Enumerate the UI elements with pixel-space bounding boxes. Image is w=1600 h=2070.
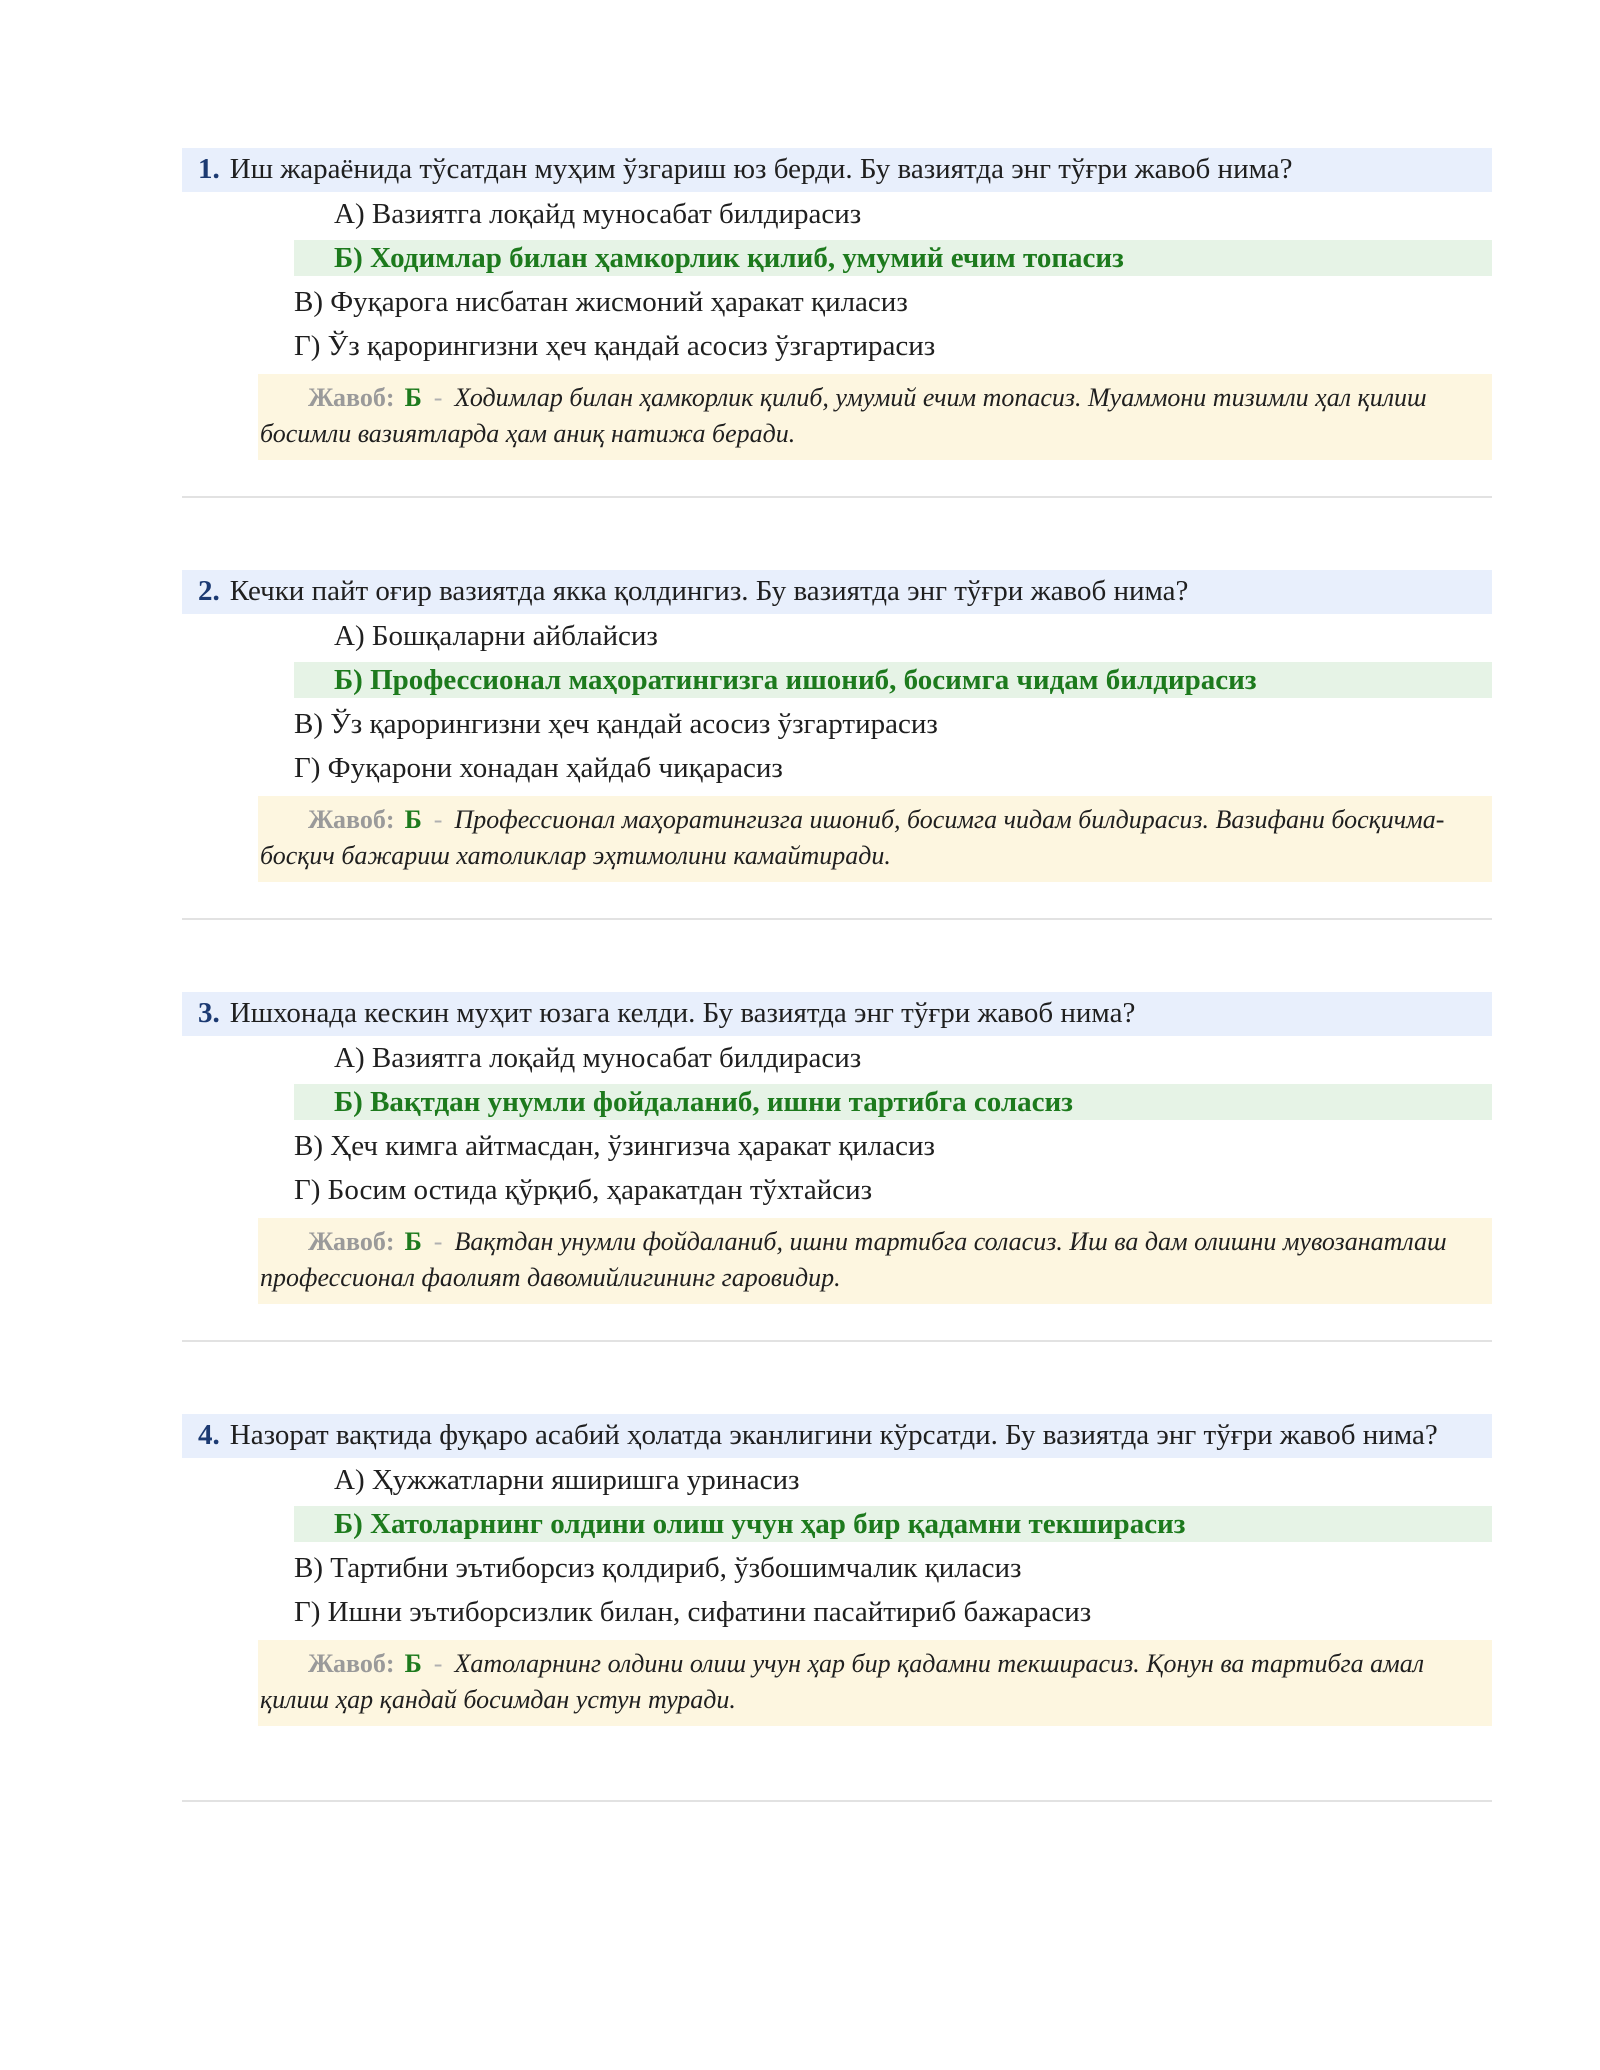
- answer-letter: Б: [404, 1649, 422, 1678]
- answer-label: Жавоб:: [308, 1227, 395, 1256]
- answer-text: Вақтдан унумли фойдаланиб, ишни тартибга соласиз. Иш ва дам олишни мувозанатлаш профессионал фаолият давомийлигининг гаровидир.: [260, 1227, 1447, 1292]
- question-block-3: [182, 992, 1492, 1414]
- option-v: В) Фуқарога нисбатан жисмоний ҳаракат қиласиз: [294, 286, 908, 318]
- question-heading: [182, 148, 1492, 192]
- question-heading: [182, 570, 1492, 614]
- question-number: 2.: [198, 575, 220, 607]
- option-a: А) Бошқаларни айблайсиз: [334, 620, 658, 652]
- option-g: Г) Босим остида қўрқиб, ҳаракатдан тўхтайсиз: [294, 1174, 873, 1206]
- question-text: Кечки пайт оғир вазиятда якка қолдингиз. Бу вазиятда энг тўғри жавоб нима?: [229, 575, 1189, 607]
- option-b-correct: Б) Вақтдан унумли фойдаланиб, ишни тартибга соласиз: [294, 1084, 1492, 1120]
- option-v: В) Тартибни эътиборсиз қолдириб, ўзбошимчалик қиласиз: [294, 1552, 1022, 1584]
- option-b-correct: Б) Профессионал маҳоратингизга ишониб, босимга чидам билдирасиз: [294, 662, 1492, 698]
- answer-separator: -: [433, 1227, 443, 1256]
- answer-explanation: [258, 796, 1492, 882]
- divider: [182, 1340, 1492, 1342]
- option-v: В) Ўз қарорингизни ҳеч қандай асосиз ўзгартирасиз: [294, 708, 938, 740]
- question-number: 4.: [198, 1419, 220, 1451]
- question-block-2: [182, 570, 1492, 992]
- question-heading: [182, 1414, 1492, 1458]
- answer-separator: -: [433, 1649, 443, 1678]
- question-block-4: [182, 1414, 1492, 1874]
- answer-separator: -: [433, 383, 443, 412]
- answer-label: Жавоб:: [308, 805, 395, 834]
- answer-letter: Б: [404, 383, 422, 412]
- divider: [182, 918, 1492, 920]
- question-block-1: [182, 148, 1492, 570]
- option-g: Г) Ишни эътиборсизлик билан, сифатини пасайтириб бажарасиз: [294, 1596, 1092, 1628]
- answer-label: Жавоб:: [308, 1649, 395, 1678]
- answer-label: Жавоб:: [308, 383, 395, 412]
- divider: [182, 496, 1492, 498]
- answer-letter: Б: [404, 805, 422, 834]
- option-b-correct: Б) Ходимлар билан ҳамкорлик қилиб, умумий ечим топасиз: [294, 240, 1492, 276]
- option-g: Г) Фуқарони хонадан ҳайдаб чиқарасиз: [294, 752, 783, 784]
- question-text: Назорат вақтида фуқаро асабий ҳолатда эканлигини кўрсатди. Бу вазиятда энг тўғри жавоб нима?: [229, 1419, 1438, 1451]
- answer-text: Хатоларнинг олдини олиш учун ҳар бир қадамни текширасиз. Қонун ва тартибга амал қилиш ҳар қандай босимдан устун туради.: [260, 1649, 1425, 1714]
- option-v: В) Ҳеч кимга айтмасдан, ўзингизча ҳаракат қиласиз: [294, 1130, 935, 1162]
- question-number: 3.: [198, 997, 220, 1029]
- answer-explanation: [258, 1640, 1492, 1726]
- answer-separator: -: [433, 805, 443, 834]
- option-a: А) Вазиятга лоқайд муносабат билдирасиз: [334, 198, 862, 230]
- option-g: Г) Ўз қарорингизни ҳеч қандай асосиз ўзгартирасиз: [294, 330, 936, 362]
- question-number: 1.: [198, 153, 220, 185]
- option-a: А) Ҳужжатларни яширишга уринасиз: [334, 1464, 800, 1496]
- answer-text: Ходимлар билан ҳамкорлик қилиб, умумий ечим топасиз. Муаммони тизимли ҳал қилиш босимли вазиятларда ҳам аниқ натижа беради.: [260, 383, 1427, 448]
- question-heading: [182, 992, 1492, 1036]
- question-text: Ишхонада кескин муҳит юзага келди. Бу вазиятда энг тўғри жавоб нима?: [229, 997, 1136, 1029]
- divider: [182, 1800, 1492, 1802]
- answer-explanation: [258, 1218, 1492, 1304]
- answer-text: Профессионал маҳоратингизга ишониб, босимга чидам билдирасиз. Вазифани босқичма-босқич бажариш хатоликлар эҳтимолини камайтиради.: [260, 805, 1445, 870]
- answer-explanation: [258, 374, 1492, 460]
- question-text: Иш жараёнида тўсатдан муҳим ўзгариш юз берди. Бу вазиятда энг тўғри жавоб нима?: [229, 153, 1293, 185]
- quiz-page: [182, 148, 1492, 1874]
- option-a: А) Вазиятга лоқайд муносабат билдирасиз: [334, 1042, 862, 1074]
- answer-letter: Б: [404, 1227, 422, 1256]
- option-b-correct: Б) Хатоларнинг олдини олиш учун ҳар бир қадамни текширасиз: [294, 1506, 1492, 1542]
